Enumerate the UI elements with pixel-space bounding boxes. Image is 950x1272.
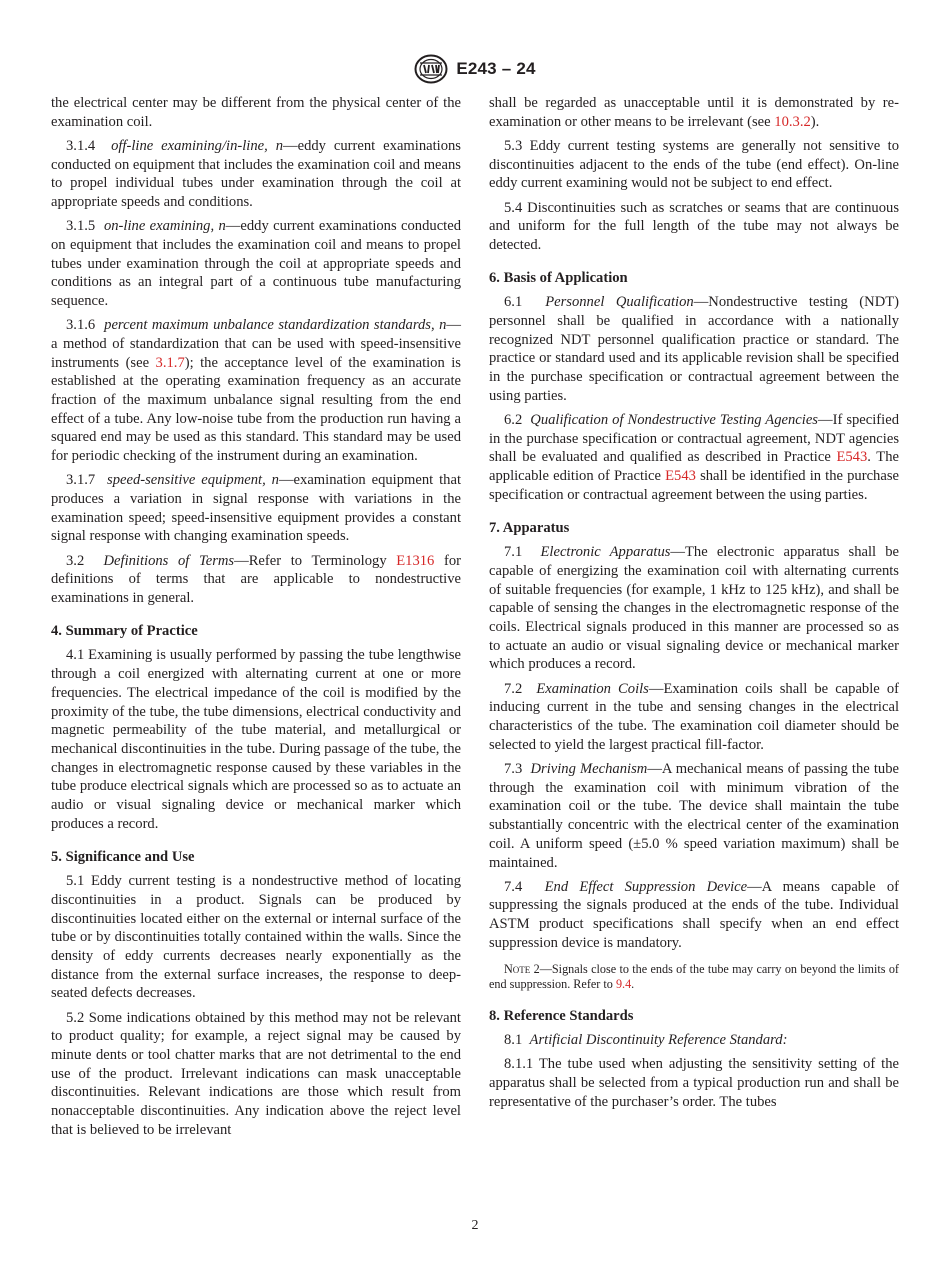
paragraph-7-3: 7.3 Driving Mechanism—A mechanical means of passing the tube through the examination coil with minimum vibration of the examination coil or the tube. The device shall maintain the tube substantially concentric with the electrical center of the examination coil. A uniform speed (±5.0 % speed variation maximum) shall be maintained.	[489, 761, 900, 871]
paragraph-5-3: 5.3 Eddy current testing systems are generally not sensitive to discontinuities adjacent to the ends of the tube (end effect). On-line eddy current examining would not be subject to end effect.	[489, 137, 899, 192]
term-electronic-apparatus: Electronic Apparatus	[540, 544, 671, 561]
section-heading-7: 7. Apparatus	[489, 519, 570, 536]
note-2: Note 2—Signals close to the ends of the tube may carry on beyond the limits of end suppression. Refer to 9.4.	[489, 961, 899, 992]
astm-logo-icon	[414, 54, 448, 84]
note-label: Note 2	[504, 961, 540, 976]
paragraph-5-4: 5.4 Discontinuities such as scratches or seams that are continuous and uniform for the full length of the tube may not always be detected.	[489, 199, 899, 253]
right-column	[489, 94, 899, 1117]
term-examination-coils: Examination Coils	[536, 680, 649, 697]
paragraph-7-2: 7.2 Examination Coils—Examination coils shall be capable of inducing current in the tube and sensing changes in the electrical characteristics of the tube. The examination coil diameter should be selected to yield the largest practical fill-factor.	[489, 680, 899, 753]
term-personnel-qualification: Personnel Qualification	[545, 294, 694, 311]
term-on-line-examining: on-line examining, n	[103, 218, 226, 235]
paragraph-5-1: 5.1 Eddy current testing is a nondestructive method of locating discontinuities in a product. Signals can be produced by discontinuities located either on the external or internal surface of the tube or by discontinuities totally contained within the walls. Since the density of eddy currents decreases nearly exponentially as the distance from the external surface increases, the response to deep-seated defects decreases.	[51, 873, 461, 1002]
term-end-effect-suppression: End Effect Suppression Device	[544, 878, 748, 895]
paragraph-3-1-6: 3.1.6 percent maximum unbalance standardization standards, n—a method of standardization that can be used with speed-insensitive instruments (see 3.1.7); the acceptance level of the examination is established at the operating examination frequency as an accurate fraction of the maximum unbalance signal resulting from the end effect of a tube. Any low-noise tube from the production run having a squared end may be used as this standard. This standard may be used for periodic checking of the instrument during an examination.	[51, 317, 461, 465]
term-percent-maximum-unbalance: percent maximum unbalance standardization standards, n	[104, 317, 447, 334]
xref-e1316[interactable]: E1316	[396, 552, 435, 569]
xref-e543-second[interactable]: E543	[665, 468, 696, 485]
paragraph-3-2: 3.2 Definitions of Terms—Refer to Terminology E1316 for definitions of terms that are applicable to nondestructive examinations in general.	[51, 552, 461, 607]
term-driving-mechanism: Driving Mechanism	[530, 761, 648, 777]
section-heading-4: 4. Summary of Practice	[51, 622, 198, 639]
page-header	[0, 53, 950, 85]
section-heading-8: 8. Reference Standards	[489, 1007, 634, 1024]
paragraph-8-1-1: 8.1.1 The tube used when adjusting the sensitivity setting of the apparatus shall be selected from a typical production run and shall be representative of the purchaser’s order. The tubes	[489, 1056, 899, 1110]
left-column	[51, 94, 461, 1145]
paragraph-8-1: 8.1 Artificial Discontinuity Reference Standard:	[504, 1032, 788, 1049]
paragraph-5-2: 5.2 Some indications obtained by this method may not be relevant to product quality; for example, a reject signal may be caused by minute dents or tool chatter marks that are not detrimental to the end use of the product. Irrelevant indications can mask unacceptable discontinuities. Relevant indications are those which result from nonacceptable discontinuities. Any indication above the reject level that is believed to be irrelevant	[51, 1009, 461, 1138]
term-qualification-of-ndt-agencies: Qualification of Nondestructive Testing Agencies	[530, 412, 818, 429]
page-number: 2	[471, 1218, 479, 1233]
paragraph-6-1: 6.1 Personnel Qualification—Nondestructive testing (NDT) personnel shall be qualified in accordance with a nationally recognized NDT personnel qualification practice or standard. The practice or standard used and its applicable revision shall be specified in the purchase specification or contractual agreement between the using parties.	[489, 294, 900, 404]
term-speed-sensitive-equipment: speed-sensitive equipment, n	[107, 472, 279, 489]
paragraph-6-2: 6.2 Qualification of Nondestructive Testing Agencies—If specified in the purchase specification or contractual agreement, NDT agencies shall be evaluated and qualified as described in Practice E543. The applicable edition of Practice E543 shall be identified in the purchase specification or contractual agreement between the using parties.	[489, 412, 899, 503]
xref-3-1-7[interactable]: 3.1.7	[155, 354, 185, 371]
xref-10-3-2[interactable]: 10.3.2	[774, 113, 811, 130]
term-off-line-examining: off-line examining/in-line, n	[111, 137, 283, 154]
paragraph-continuation: the electrical center may be different from the physical center of the examination coil.	[51, 95, 461, 130]
paragraph-7-4: 7.4 End Effect Suppression Device—A means capable of suppressing the signals produced at the ends of the tube. Individual ASTM product specifications shall specify when an end effect suppression device is mandatory.	[489, 878, 899, 951]
paragraph-3-1-7: 3.1.7 speed-sensitive equipment, n—examination equipment that produces a variation in signal response with variations in the examination speed; speed-insensitive equipment provides a constant signal response with changing examination speeds.	[51, 472, 462, 545]
paragraph-5-2-continuation: shall be regarded as unacceptable until it is demonstrated by re-examination or other means to be irrelevant (see 10.3.2).	[489, 95, 899, 130]
term-definitions-of-terms: Definitions of Terms	[103, 552, 235, 569]
section-heading-5: 5. Significance and Use	[51, 848, 195, 865]
document-designation: E243 – 24	[456, 59, 536, 78]
paragraph-4-1: 4.1 Examining is usually performed by passing the tube lengthwise through a coil energized with alternating current at one or more frequencies. The electrical impedance of the coil is modified by the proximity of the tube, the tube dimensions, electrical conductivity and magnetic permeability of the tube material, and metallurgical or mechanical discontinuities in the tube. During passage of the tube, the changes in electromagnetic response caused by these variables in the tube produce electrical signals which are processed so as to actuate an audio or visual signaling device or mechanical marker which produces a record.	[51, 647, 461, 832]
section-heading-6: 6. Basis of Application	[489, 269, 628, 286]
paragraph-3-1-4: 3.1.4 off-line examining/in-line, n—eddy current examinations conducted on equipment that includes the examination coil and means to propel individual tubes under examination through the coil at appropriate speeds and conditions.	[51, 137, 461, 211]
xref-e543[interactable]: E543	[836, 449, 868, 466]
paragraph-7-1: 7.1 Electronic Apparatus—The electronic apparatus shall be capable of energizing the examination coil with alternating currents of suitable frequencies (for example, 1 kHz to 125 kHz), and shall be capable of sensing the changes in the electromagnetic response of the coils. Electrical signals produced in this manner are processed so as to actuate an audio or visual signaling device or mechanical marker which produces a record.	[489, 544, 899, 673]
paragraph-3-1-5: 3.1.5 on-line examining, n—eddy current examinations conducted on equipment that includes the examination coil and means to propel tubes under examination through the coil at appropriate speeds and conditions as an integral part of a continuous tube manufacturing sequence.	[51, 218, 462, 310]
xref-9-4[interactable]: 9.4	[615, 977, 632, 992]
term-artificial-discontinuity: Artificial Discontinuity Reference Standard:	[529, 1032, 788, 1049]
